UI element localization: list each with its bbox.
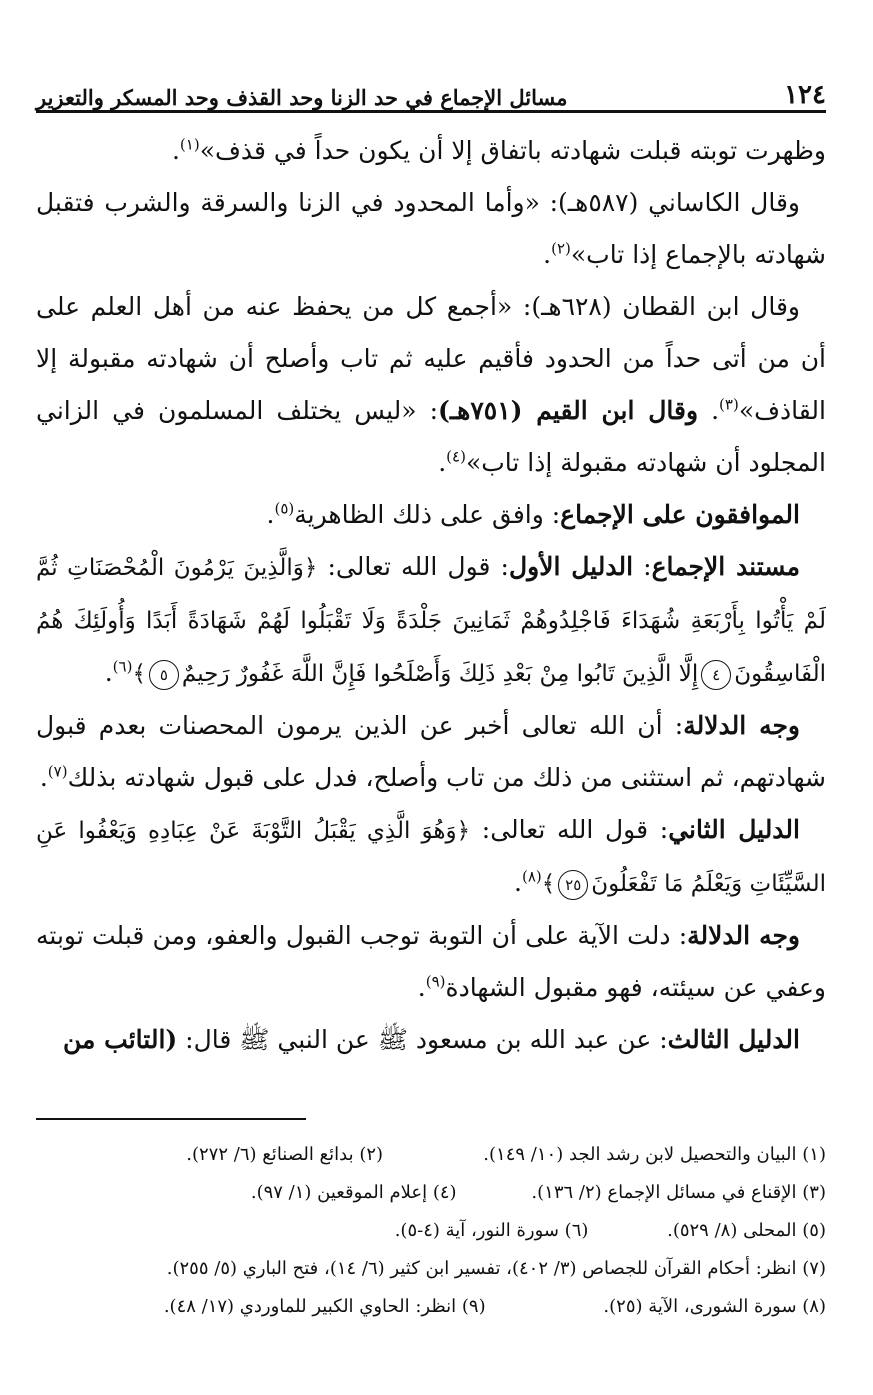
footnote-ref-5[interactable]: (٥) — [274, 499, 295, 518]
section-heading: مستند الإجماع — [651, 552, 800, 581]
footnote-5: (٥) المحلى (٨/ ٥٢٩). — [667, 1220, 826, 1241]
page-number: ١٢٤ — [784, 80, 826, 110]
ayah-number-marker: ٢٥ — [558, 870, 588, 900]
footnote-7: (٧) انظر: أحكام القرآن للجصاص (٣/ ٤٠٢)، تفسير ابن كثير (٦/ ١٤)، فتح الباري (٥/ ٢٥٥). — [166, 1258, 826, 1279]
footnote-ref-2[interactable]: (٢) — [551, 239, 571, 258]
quran-verse: ﴿وَهُوَ الَّذِي يَقْبَلُ التَّوْبَةَ عَنْ عِبَادِهِ وَيَعْفُوا عَنِ السَّيِّئَاتِ وَيَعْلَمُ مَا تَفْعَلُونَ — [36, 818, 826, 897]
ayah-number-marker: ٥ — [149, 660, 179, 690]
footnote-separator — [36, 1118, 306, 1120]
paragraph-7: الدليل الثاني: قول الله تعالى: ﴿وَهُوَ الَّذِي يَقْبَلُ التَّوْبَةَ عَنْ عِبَادِهِ وَيَعْفُوا عَنِ السَّيِّئَاتِ وَيَعْلَمُ مَا تَفْعَلُونَ٢٥﴾$^{(٨)}$. — [36, 804, 826, 910]
footnote-ref-1[interactable]: (١) — [179, 135, 200, 154]
footnote-line — [36, 1288, 826, 1326]
paragraph-2: وقال الكاساني (٥٨٧هـ): «وأما المحدود في الزنا والسرقة والشرب فتقبل شهادته بالإجماع إذا تاب»$^{(٢)}$. — [36, 188, 826, 269]
footnote-6: (٦) سورة النور، آية (٤-٥). — [394, 1220, 589, 1241]
footnote-3: (٣) الإقناع في مسائل الإجماع (٢/ ١٣٦). — [531, 1182, 826, 1203]
page-header — [36, 70, 826, 113]
evidence-heading: الدليل الثاني — [668, 815, 800, 844]
page — [36, 70, 826, 1066]
section-heading: الموافقون على الإجماع — [560, 500, 800, 529]
footnote-ref-8[interactable]: (٨) — [521, 867, 542, 886]
body-text — [36, 125, 826, 1066]
footnote-4: (٤) إعلام الموقعين (١/ ٩٧). — [250, 1182, 457, 1203]
paragraph-9: الدليل الثالث: عن عبد الله بن مسعود ﷺ عن النبي ﷺ قال: (التائب من — [63, 1025, 800, 1054]
footnote-1: (١) البيان والتحصيل لابن رشد الجد (١٠/ ١٤٩). — [483, 1144, 826, 1165]
bold-phrase: وقال ابن القيم (٧٥١هـ) — [438, 396, 699, 425]
quran-verse: ﴿وَالَّذِينَ يَرْمُونَ الْمُحْصَنَاتِ ثُمَّ لَمْ يَأْتُوا بِأَرْبَعَةِ شُهَدَاءَ فَاجْلِدُوهُمْ ثَمَانِينَ جَلْدَةً وَلَا تَقْبَلُوا لَهُمْ شَهَادَةً أَبَدًا وَأُولَئِكَ هُمُ الْفَاسِقُونَ — [36, 555, 826, 687]
footnote-ref-9[interactable]: (٩) — [425, 972, 446, 991]
paragraph-4: الموافقون على الإجماع: وافق على ذلك الظاهرية$^{(٥)}$. — [266, 499, 800, 529]
paragraph-3: وقال ابن القطان (٦٢٨هـ): «أجمع كل من يحفظ عنه من أهل العلم على أن من أتى حداً من الحدود فأقيم عليه ثم تاب وأصلح أن شهادته مقبولة إلا القاذف»$^{(٣)}$. وقال ابن القيم (٧٥١هـ): «ليس يختلف المسلمون في الزاني المجلود أن شهادته مقبولة إذا تاب»$^{(٤)}$. — [36, 292, 826, 477]
footnote-line — [36, 1174, 826, 1212]
footnote-ref-6[interactable]: (٦) — [112, 657, 133, 676]
footnote-ref-7[interactable]: (٧) — [47, 762, 68, 781]
footnote-ref-3[interactable]: (٣) — [719, 395, 739, 414]
footnotes — [36, 1118, 826, 1326]
footnote-line — [36, 1250, 826, 1288]
footnote-ref-4[interactable]: (٤) — [446, 447, 466, 466]
paragraph-6: وجه الدلالة: أن الله تعالى أخبر عن الذين يرمون المحصنات بعدم قبول شهادتهم، ثم استثنى من ذلك من تاب وأصلح، فدل على قبول شهادته بذلك$^{(٧)}$. — [36, 711, 826, 792]
quran-verse: إِلَّا الَّذِينَ تَابُوا مِنْ بَعْدِ ذَلِكَ وَأَصْلَحُوا فَإِنَّ اللَّهَ غَفُورٌ رَحِيمٌ — [181, 661, 699, 687]
paragraph-1: وظهرت توبته قبلت شهادته باتفاق إلا أن يكون حداً في قذف»$^{(١)}$. — [171, 135, 826, 165]
running-title: مسائل الإجماع في حد الزنا وحد القذف وحد المسكر والتعزير — [36, 85, 568, 110]
section-heading: وجه الدلالة — [687, 921, 801, 950]
footnote-9: (٩) انظر: الحاوي الكبير للماوردي (١٧/ ٤٨). — [163, 1296, 486, 1317]
paragraph-8: وجه الدلالة: دلت الآية على أن التوبة توجب القبول والعفو، ومن قبلت توبته وعفي عن سيئته، فهو مقبول الشهادة$^{(٩)}$. — [36, 921, 826, 1002]
ayah-number-marker: ٤ — [701, 660, 731, 690]
footnote-line — [36, 1212, 826, 1250]
paragraph-5: مستند الإجماع: الدليل الأول: قول الله تعالى: ﴿وَالَّذِينَ يَرْمُونَ الْمُحْصَنَاتِ ثُمَّ لَمْ يَأْتُوا بِأَرْبَعَةِ شُهَدَاءَ فَاجْلِدُوهُمْ ثَمَانِينَ جَلْدَةً وَلَا تَقْبَلُوا لَهُمْ شَهَادَةً أَبَدًا وَأُولَئِكَ هُمُ الْفَاسِقُونَ٤إِلَّا الَّذِينَ تَابُوا مِنْ بَعْدِ ذَلِكَ وَأَصْلَحُوا فَإِنَّ اللَّهَ غَفُورٌ رَحِيمٌ٥﴾$^{(٦)}$. — [36, 541, 826, 700]
evidence-heading: الدليل الثالث — [667, 1025, 800, 1054]
evidence-heading: الدليل الأول — [508, 552, 634, 581]
footnote-line — [36, 1136, 826, 1174]
footnote-2: (٢) بدائع الصنائع (٦/ ٢٧٢). — [186, 1144, 384, 1165]
footnote-8: (٨) سورة الشورى، الآية (٢٥). — [603, 1296, 826, 1317]
hadith-start: (التائب من — [63, 1025, 178, 1054]
section-heading: وجه الدلالة — [683, 711, 800, 740]
